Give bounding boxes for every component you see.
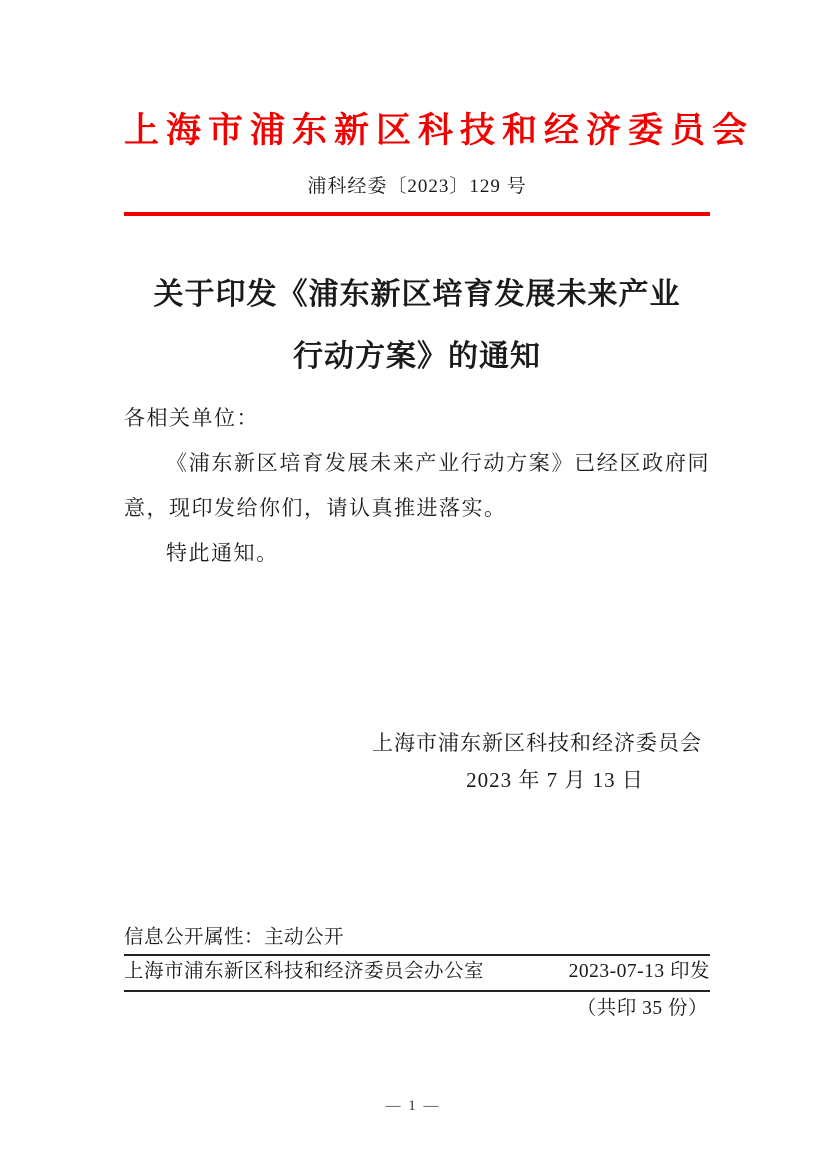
print-date: 2023-07-13 印发 — [568, 961, 710, 982]
document-body — [124, 396, 710, 576]
document-title-line1: 关于印发《浦东新区培育发展未来产业 — [153, 278, 681, 311]
document-title-line2: 行动方案》的通知 — [293, 340, 541, 373]
signature-date: 2023 年 7 月 13 日 — [466, 768, 644, 792]
red-divider-rule — [124, 212, 710, 216]
issuing-office-row — [124, 956, 710, 992]
document-number: 浦科经委〔2023〕129 号 — [307, 176, 527, 197]
issuing-office: 上海市浦东新区科技和经济委员会办公室 — [124, 961, 485, 982]
footer-info-block — [124, 924, 710, 1026]
salutation: 各相关单位： — [124, 406, 259, 430]
body-paragraph-1: 《浦东新区培育发展未来产业行动方案》已经区政府同意，现印发给你们，请认真推进落实。 — [124, 451, 710, 520]
document-title — [124, 264, 710, 388]
page-number: — 1 — — [385, 1098, 441, 1114]
signature-block — [372, 728, 702, 803]
copies-count: （共印 35 份） — [576, 998, 708, 1019]
disclosure-attribute: 信息公开属性：主动公开 — [124, 924, 710, 956]
document-content — [124, 0, 755, 803]
signature-name: 上海市浦东新区科技和经济委员会 — [372, 731, 702, 755]
issuer-letterhead: 上海市浦东新区科技和经济委员会 — [124, 111, 755, 150]
body-paragraph-2: 特此通知。 — [166, 541, 279, 565]
